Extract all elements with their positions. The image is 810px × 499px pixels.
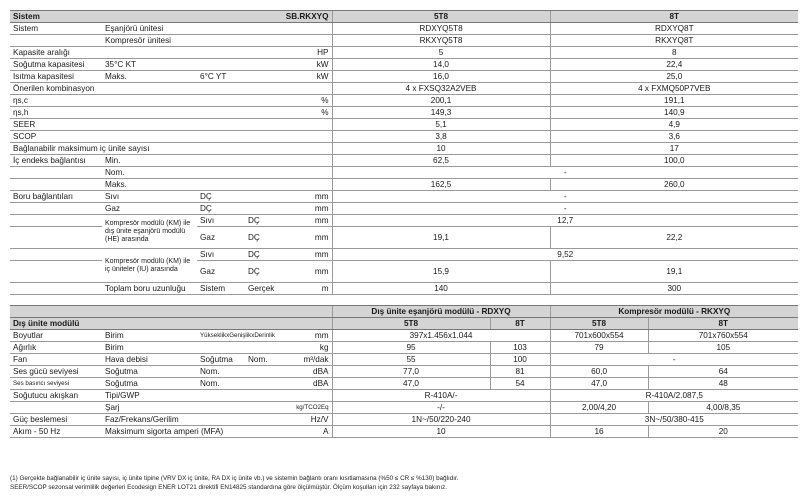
row-unit: kg/TCO2Eq xyxy=(292,402,332,414)
value-8t: RKXYQ8T xyxy=(550,35,798,47)
row-sub2: YükseklikxGenişlikxDerinlik xyxy=(197,330,292,342)
row-label xyxy=(10,35,102,47)
row-unit: m³/dak xyxy=(292,354,332,366)
row-label: İç endeks bağlantısı xyxy=(10,155,102,167)
value-5t8: 15,9 xyxy=(332,261,550,283)
row-unit: HP xyxy=(292,47,332,59)
table-row xyxy=(10,366,798,378)
value-8t: 25,0 xyxy=(550,71,798,83)
row-unit: mm xyxy=(292,261,332,283)
table-row xyxy=(10,191,798,203)
row-sub2: Sıvı xyxy=(197,215,245,227)
value-5t8: 3,8 xyxy=(332,131,550,143)
value-rdxyq-5t8: 47,0 xyxy=(332,378,490,390)
value-5t8: RKXYQ5T8 xyxy=(332,35,550,47)
value-span: 12,7 xyxy=(332,215,798,227)
row-unit: kW xyxy=(292,59,332,71)
row-sub3: Gerçek xyxy=(245,283,292,295)
row-sub2: Gaz xyxy=(197,261,245,283)
value-5t8: 10 xyxy=(332,143,550,155)
row-label: Boyutlar xyxy=(10,330,102,342)
row-sub: Toplam boru uzunluğu xyxy=(102,283,197,295)
header-rkxyq-5t8: 5T8 xyxy=(550,318,648,330)
table-row xyxy=(10,47,798,59)
table-row xyxy=(10,283,798,295)
row-sub: Nom. xyxy=(102,167,332,179)
value-5t8: 149,3 xyxy=(332,107,550,119)
value-rkxyq-8t: 4,00/8,35 xyxy=(648,402,798,414)
table-row xyxy=(10,414,798,426)
row-label: Kapasite aralığı xyxy=(10,47,292,59)
row-label xyxy=(10,179,102,191)
table-row xyxy=(10,215,798,227)
value-5t8: RDXYQ5T8 xyxy=(332,23,550,35)
header-col-8t: 8T xyxy=(550,11,798,23)
bottom-subheader-row xyxy=(10,318,798,330)
row-sub2: 6°C YT xyxy=(197,71,292,83)
row-sub3: Nom. xyxy=(245,354,292,366)
row-sub: Birim xyxy=(102,330,197,342)
value-5t8: 62,5 xyxy=(332,155,550,167)
value-8t: 4 x FXMQ50P7VEB xyxy=(550,83,798,95)
row-label: Ses gücü seviyesi xyxy=(10,366,102,378)
header-outdoor-module: Dış ünite modülü xyxy=(10,318,332,330)
top-header-row xyxy=(10,11,798,23)
value-rdxyq: 397x1.456x1.044 xyxy=(332,330,550,342)
value-5t8: 14,0 xyxy=(332,59,550,71)
value-5t8: 200,1 xyxy=(332,95,550,107)
row-unit: mm xyxy=(292,191,332,203)
header-rdxyq-8t: 8T xyxy=(490,318,550,330)
header-compressor-module: Kompresör modülü - RKXYQ xyxy=(550,306,798,318)
value-rdxyq-8t: 81 xyxy=(490,366,550,378)
value-rkxyq-5t8: 47,0 xyxy=(550,378,648,390)
value-8t: 8 xyxy=(550,47,798,59)
spec-table xyxy=(10,10,798,438)
value-8t: 100,0 xyxy=(550,155,798,167)
table-row xyxy=(10,249,798,261)
table-row xyxy=(10,119,798,131)
row-sub: Maks. xyxy=(102,179,332,191)
value-rkxyq-5t8: 60,0 xyxy=(550,366,648,378)
row-label: Fan xyxy=(10,354,102,366)
row-unit: mm xyxy=(292,227,332,249)
row-sub: Soğutma xyxy=(102,378,197,390)
row-sub: Eşanjörü ünitesi xyxy=(102,23,292,35)
row-sub: Gaz xyxy=(102,203,197,215)
row-label: Akım - 50 Hz xyxy=(10,426,102,438)
value-rkxyq: 3N~/50/380-415 xyxy=(550,414,798,426)
value-rdxyq: -/- xyxy=(332,402,550,414)
table-row xyxy=(10,167,798,179)
value-rdxyq: R-410A/- xyxy=(332,390,550,402)
table-row xyxy=(10,143,798,155)
row-sub2: Nom. xyxy=(197,378,292,390)
row-sub2: Sıvı xyxy=(197,249,245,261)
row-label: Ağırlık xyxy=(10,342,102,354)
row-label: ηs,c xyxy=(10,95,292,107)
row-unit: mm xyxy=(292,249,332,261)
row-unit: Hz/V xyxy=(292,414,332,426)
value-5t8: 5,1 xyxy=(332,119,550,131)
value-rdxyq-5t8: 77,0 xyxy=(332,366,490,378)
header-rkxyq-8t: 8T xyxy=(648,318,798,330)
row-sub: Kompresör ünitesi xyxy=(102,35,292,47)
value-8t: 140,9 xyxy=(550,107,798,119)
row-sub: 35°C KT xyxy=(102,59,292,71)
row-label: Sistem xyxy=(10,23,102,35)
table-row xyxy=(10,179,798,191)
table-row xyxy=(10,71,798,83)
value-8t: 19,1 xyxy=(550,261,798,283)
value-rdxyq: 10 xyxy=(332,426,550,438)
value-rdxyq-8t: 100 xyxy=(490,354,550,366)
header-col-5t8: 5T8 xyxy=(332,11,550,23)
table-row xyxy=(10,203,798,215)
footnote: (1) Gerçekte bağlanabilir iç ünite sayısı, iç ünite tipine (VRV DX iç ünite, RA DX iç ünite vb.) ve sistemin bağlantı oranı kısıtlamasına (%50 ≤ CR ≤ %130) bağlıdır. xyxy=(10,475,459,482)
value-5t8: 19,1 xyxy=(332,227,550,249)
row-sub3: DÇ xyxy=(245,249,292,261)
table-row xyxy=(10,107,798,119)
table-row xyxy=(10,378,798,390)
row-unit xyxy=(292,23,332,35)
row-unit: % xyxy=(292,95,332,107)
row-label: Bağlanabilir maksimum iç ünite sayısı xyxy=(10,143,332,155)
value-rkxyq-8t: 20 xyxy=(648,426,798,438)
value-5t8: 140 xyxy=(332,283,550,295)
row-sub2: Sistem xyxy=(197,283,245,295)
table-row xyxy=(10,59,798,71)
row-sub3: DÇ xyxy=(245,227,292,249)
value-8t: RDXYQ8T xyxy=(550,23,798,35)
value-5t8: 4 x FXSQ32A2VEB xyxy=(332,83,550,95)
table-row xyxy=(10,426,798,438)
header-model: SB.RKXYQ xyxy=(197,11,332,23)
footnote: SEER/SCOP sezonsal verimlilik değerleri Ecodesign ENER LOT21 direktifi EN14825 standardına göre ölçülmüştür. Ölçüm koşulları için 232 sayfaya bakınız. xyxy=(10,484,448,491)
value-span: - xyxy=(332,203,798,215)
header-system: Sistem xyxy=(10,11,197,23)
row-sub2: Gaz xyxy=(197,227,245,249)
row-label: Güç beslemesi xyxy=(10,414,102,426)
row-unit: mm xyxy=(292,330,332,342)
row-label: Önerilen kombinasyon xyxy=(10,83,332,95)
value-8t: 22,4 xyxy=(550,59,798,71)
value-8t: 260,0 xyxy=(550,179,798,191)
value-rkxyq-8t: 64 xyxy=(648,366,798,378)
value-8t: 3,6 xyxy=(550,131,798,143)
row-unit: dBA xyxy=(292,366,332,378)
row-sub: Faz/Frekans/Gerilim xyxy=(102,414,292,426)
row-unit: kW xyxy=(292,71,332,83)
value-5t8: 5 xyxy=(332,47,550,59)
value-8t: 191,1 xyxy=(550,95,798,107)
value-rkxyq: R-410A/2.087,5 xyxy=(550,390,798,402)
row-unit: mm xyxy=(292,215,332,227)
row-sub: Hava debisi xyxy=(102,354,197,366)
row-sub: Birim xyxy=(102,342,292,354)
row-sub: Soğutma xyxy=(102,366,197,378)
row-label: ηs,h xyxy=(10,107,292,119)
value-8t: 17 xyxy=(550,143,798,155)
row-sub: Şarj xyxy=(102,402,292,414)
header-rdxyq-5t8: 5T8 xyxy=(332,318,490,330)
value-8t: 22,2 xyxy=(550,227,798,249)
row-sub: Tipi/GWP xyxy=(102,390,332,402)
value-rkxyq-5t8: 16 xyxy=(550,426,648,438)
value-rdxyq: 1N~/50/220-240 xyxy=(332,414,550,426)
row-sub: Kompresör modülü (KM) ile iç üniteler (IU) arasında xyxy=(102,249,197,283)
row-label: SEER xyxy=(10,119,332,131)
row-label xyxy=(10,167,102,179)
value-rkxyq-8t: 701x760x554 xyxy=(648,330,798,342)
value-rdxyq-5t8: 95 xyxy=(332,342,490,354)
table-row xyxy=(10,131,798,143)
value-rkxyq-5t8: 79 xyxy=(550,342,648,354)
row-label: Soğutucu akışkan xyxy=(10,390,102,402)
row-label: SCOP xyxy=(10,131,332,143)
row-sub3: DÇ xyxy=(245,261,292,283)
value-rkxyq-5t8: 701x600x554 xyxy=(550,330,648,342)
table-row xyxy=(10,95,798,107)
bottom-header-row xyxy=(10,306,798,318)
value-rkxyq-5t8: 2,00/4,20 xyxy=(550,402,648,414)
value-span: 9,52 xyxy=(332,249,798,261)
row-sub: Min. xyxy=(102,155,332,167)
table-row xyxy=(10,330,798,342)
row-label: Isıtma kapasitesi xyxy=(10,71,102,83)
row-unit: A xyxy=(292,426,332,438)
row-label: Soğutma kapasitesi xyxy=(10,59,102,71)
row-sub3: DÇ xyxy=(245,215,292,227)
table-row xyxy=(10,155,798,167)
value-8t: 4,9 xyxy=(550,119,798,131)
value-rkxyq-8t: 105 xyxy=(648,342,798,354)
row-unit xyxy=(292,35,332,47)
table-row xyxy=(10,390,798,402)
row-sub: Kompresör modülü (KM) ile dış ünite eşanjörü modülü (HE) arasında xyxy=(102,215,197,249)
row-sub: Maksimum sigorta amperi (MFA) xyxy=(102,426,292,438)
row-sub2: DÇ xyxy=(197,191,292,203)
row-sub2: Soğutma xyxy=(197,354,245,366)
row-label: Ses basıncı seviyesi xyxy=(10,378,102,390)
header-heat-exchanger-module: Dış ünite eşanjörü modülü - RDXYQ xyxy=(332,306,550,318)
table-row xyxy=(10,35,798,47)
row-unit: dBA xyxy=(292,378,332,390)
row-unit: kg xyxy=(292,342,332,354)
value-5t8: 162,5 xyxy=(332,179,550,191)
row-sub2: Nom. xyxy=(197,366,292,378)
row-sub: Maks. xyxy=(102,71,197,83)
table-row xyxy=(10,402,798,414)
row-sub: Sıvı xyxy=(102,191,197,203)
table-row xyxy=(10,83,798,95)
table-row xyxy=(10,354,798,366)
value-span: - xyxy=(332,167,798,179)
row-unit: m xyxy=(292,283,332,295)
table-row xyxy=(10,342,798,354)
value-8t: 300 xyxy=(550,283,798,295)
value-rkxyq: - xyxy=(550,354,798,366)
value-rdxyq-8t: 103 xyxy=(490,342,550,354)
value-5t8: 16,0 xyxy=(332,71,550,83)
value-rdxyq-8t: 54 xyxy=(490,378,550,390)
value-rkxyq-8t: 48 xyxy=(648,378,798,390)
row-unit: mm xyxy=(292,203,332,215)
value-span: - xyxy=(332,191,798,203)
value-rdxyq-5t8: 55 xyxy=(332,354,490,366)
row-sub2: DÇ xyxy=(197,203,292,215)
row-label: Boru bağlantıları xyxy=(10,191,102,203)
row-unit: % xyxy=(292,107,332,119)
table-row xyxy=(10,23,798,35)
